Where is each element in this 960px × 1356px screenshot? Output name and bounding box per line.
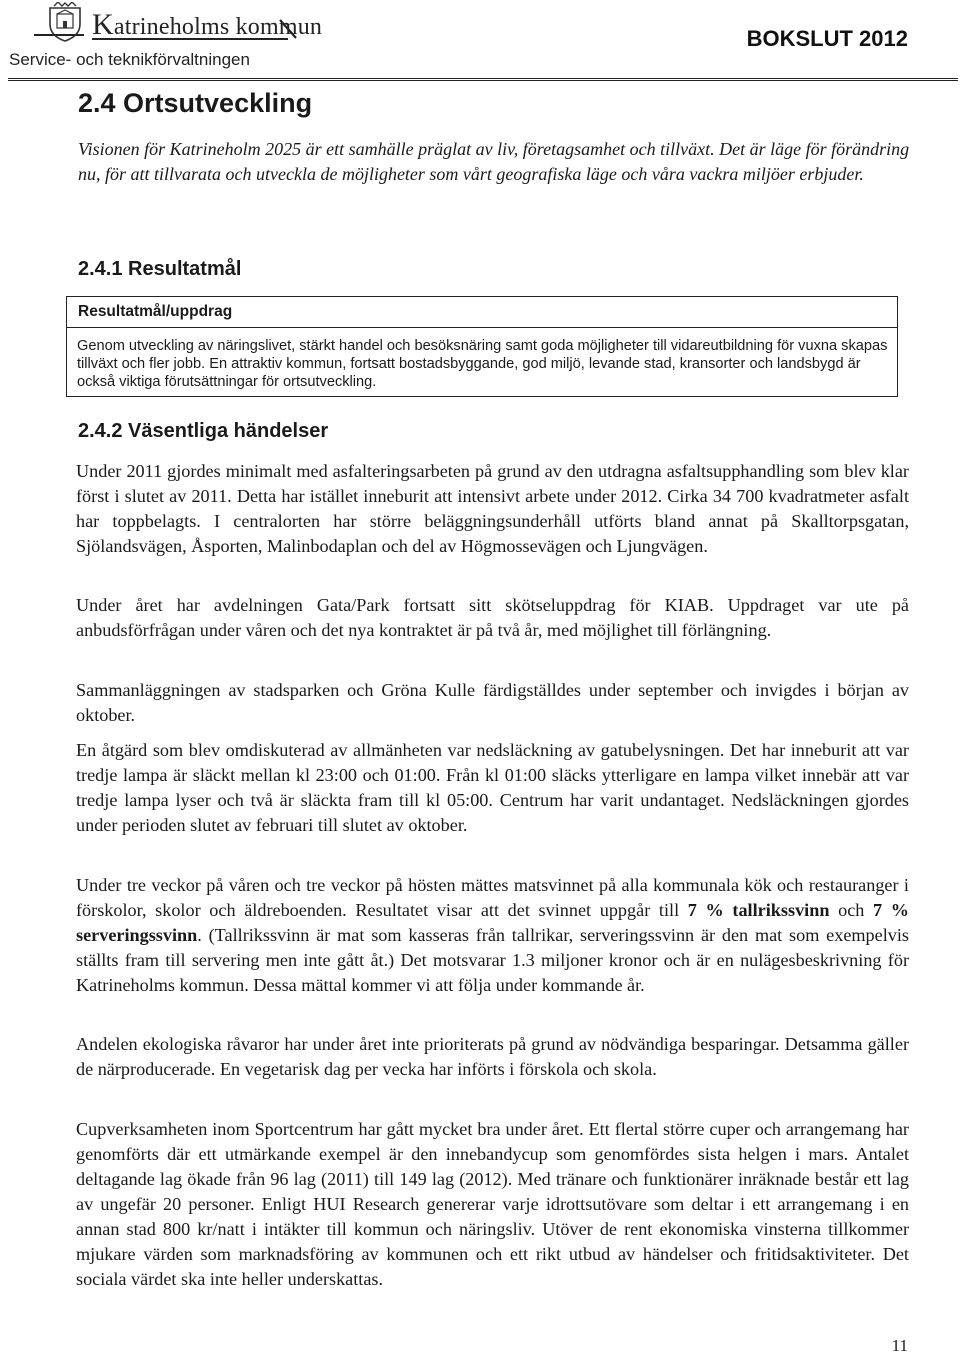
serveringssvinn-figure: 7 % serveringssvinn [76,900,909,945]
page-number: 11 [891,1336,908,1355]
logo-rule-left [34,34,84,36]
header-divider [8,78,958,81]
logo-rest: atrineholms kommun [113,14,323,40]
matsvinn-text-c: . (Tallrikssvinn är mat som kasseras från tallrikar, serveringssvinn är den mat som exempelvis ställts fram till servering men inte gått åt.) Det motsvarar 1.3 miljoner kronor och är en nulägesbeskrivning för Katrineholms kommun. Dessa mättal kommer vi att följa under kommande år. [76,925,909,995]
matsvinn-text-a: Under tre veckor på våren och tre veckor på hösten mättes matsvinnet på alla kommunala kök och restauranger i förskolor, skolor och äldreboenden. Resultatet visar att det svinnet uppgår till [76,875,909,920]
department-name: Service- och teknikförvaltningen [9,50,250,69]
section-heading: 2.4 Ortsutveckling [78,88,313,118]
paragraph-gatubelysning: En åtgärd som blev omdiskuterad av allmänheten var nedsläckning av gatubelysningen. Det har inneburit att var tredje lampa är släckt mellan kl 23:00 och 01:00. Från kl 01:00 släcks ytterligare en lampa vilket innebär att var tredje lampa lyser och två är släckta fram till kl 05:00. Centrum har varit undantaget. Nedsläckningen gjordes under perioden slutet av februari till slutet av oktober. [76,740,909,835]
resultatmal-box [66,296,898,397]
box-text: Genom utveckling av näringslivet, stärkt handel och besöksnäring samt goda möjligheter till vidareutbildning för vuxna skapas tillväxt och fler jobb. En attraktiv kommun, fortsatt bostadsbyggande, god miljö, levande stad, kransorter och landsbygd är också viktiga förutsättningar för ortsutveckling. [77,338,888,391]
logo-initial: K [92,8,114,41]
subsection-heading-resultatmal: 2.4.1 Resultatmål [78,258,242,280]
tallrikssvinn-figure: 7 % tallrikssvinn [687,900,830,920]
paragraph-matsvinn [76,873,909,998]
report-title: BOKSLUT 2012 [746,26,908,51]
paragraph-ekologiska: Andelen ekologiska råvaror har under året inte prioriterats på grund av nödvändiga besparingar. Detsamma gäller de närproducerade. En vegetarisk dag per vecka har införts i förskola och skola. [76,1034,909,1079]
paragraph-gata-park: Under året har avdelningen Gata/Park fortsatt sitt skötseluppdrag för KIAB. Uppdraget var ute på anbudsförfrågan under våren och det nya kontraktet är på två år, med möjlighet till förlängning. [76,595,909,640]
logo-swoosh-icon [278,18,298,40]
page-header [0,0,960,80]
matsvinn-text-b: och [829,900,874,920]
box-divider [67,327,897,328]
paragraph-stadsparken: Sammanläggningen av stadsparken och Gröna Kulle färdigställdes under september och invigdes i början av oktober. [76,680,909,725]
municipal-crest-icon [48,2,82,42]
box-title: Resultatmål/uppdrag [78,303,233,320]
logo-underline [92,38,288,40]
paragraph-asfalt: Under 2011 gjordes minimalt med asfalteringsarbeten på grund av den utdragna asfaltsupphandling som blev klar först i slutet av 2011. Detta har istället inneburit att intensivt arbete under 2012. Cirka 34 700 kvadratmeter asfalt har toppbelagts. I centralorten har större beläggningsunderhåll utförts bland annat på Skalltorpsgatan, Sjölandsvägen, Åsporten, Malinbodaplan och del av Högmossevägen och Ljungvägen. [76,461,909,556]
subsection-heading-handelser: 2.4.2 Väsentliga händelser [78,420,329,442]
vision-paragraph: Visionen för Katrineholm 2025 är ett samhälle präglat av liv, företagsamhet och tillväxt. Det är läge för förändring nu, för att tillvarata och utveckla de möjligheter som vårt geografiska läge och våra vackra miljöer erbjuder. [78,139,910,184]
paragraph-sportcentrum: Cupverksamheten inom Sportcentrum har gått mycket bra under året. Ett flertal större cuper och arrangemang har genomförts där ett utmärkande exempel är den innebandycup som genomfördes sista helgen i mars. Antalet deltagande lag ökade från 96 lag (2011) till 149 lag (2012). Med tränare och funktionärer inräknade består ett lag av ungefär 20 personer. Enligt HUI Research genererar varje idrottsutövare som deltar i ett arrangemang i en annan stad 800 kr/natt i intäkter till kommun och näringsliv. Utöver de rent ekonomiska vinsterna tillkommer mjukare värden som marknadsföring av kommunen och ett rikt utbud av händelser och fritidsaktiviteter. Det sociala värdet ska inte heller underskattas. [76,1119,909,1289]
